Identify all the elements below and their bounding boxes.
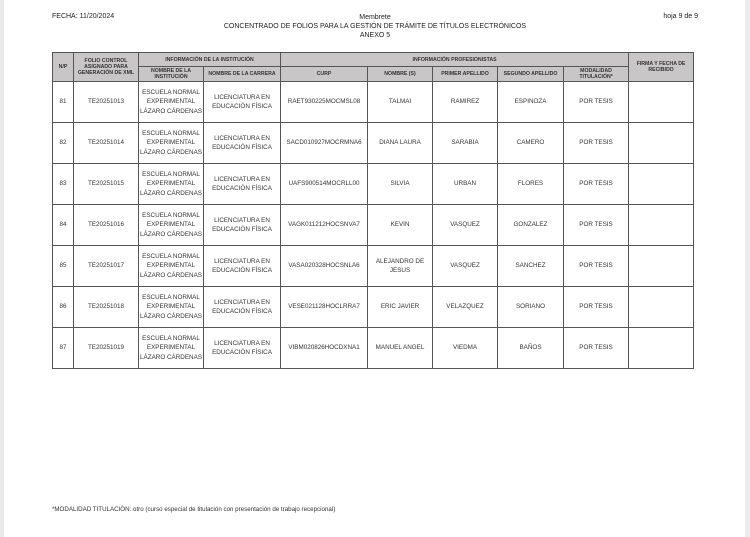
cell-institution: ESCUELA NORMAL EXPERIMENTAL LÁZARO CÁRDENAS (139, 123, 204, 164)
col-header-folio: FOLIO CONTROL ASIGNADO PARA GENERACIÓN DE XML (74, 53, 139, 82)
cell-folio: TE20251019 (74, 328, 139, 369)
cell-names: SILVIA (368, 164, 433, 205)
cell-curp: VAGK011212HOCSNVA7 (281, 205, 368, 246)
cell-second-surname: ESPINOZA (498, 82, 564, 123)
document-heading (0, 13, 750, 40)
table-row (53, 287, 694, 328)
table-row (53, 246, 694, 287)
cell-modality: POR TESIS (564, 287, 629, 328)
cell-first-surname: SARABIA (433, 123, 498, 164)
cell-curp: RAET930225MOCMSL08 (281, 82, 368, 123)
table-row (53, 328, 694, 369)
col-header-first-surname: PRIMER APELLIDO (433, 67, 498, 82)
cell-institution: ESCUELA NORMAL EXPERIMENTAL LÁZARO CÁRDENAS (139, 164, 204, 205)
cell-signature[interactable] (629, 164, 694, 205)
col-header-modality: MODALIDAD TITULACIÓN* (564, 67, 629, 82)
cell-names: MANUEL ANGEL (368, 328, 433, 369)
cell-curp: VESE021128HOCLRRA7 (281, 287, 368, 328)
cell-folio: TE20251013 (74, 82, 139, 123)
cell-np: 82 (53, 123, 74, 164)
cell-curp: VIBM020826HOCDXNA1 (281, 328, 368, 369)
table-header-row (53, 67, 694, 82)
cell-career: LICENCIATURA EN EDUCACIÓN FÍSICA (204, 205, 281, 246)
page-edge-left (0, 0, 4, 537)
folios-table (52, 52, 694, 369)
cell-second-surname: CAMERO (498, 123, 564, 164)
cell-signature[interactable] (629, 205, 694, 246)
cell-signature[interactable] (629, 82, 694, 123)
cell-modality: POR TESIS (564, 82, 629, 123)
cell-modality: POR TESIS (564, 328, 629, 369)
cell-curp: VASA020328HOCSNLA6 (281, 246, 368, 287)
table-row (53, 123, 694, 164)
cell-first-surname: RAMIREZ (433, 82, 498, 123)
table-row (53, 82, 694, 123)
cell-career: LICENCIATURA EN EDUCACIÓN FÍSICA (204, 123, 281, 164)
cell-institution: ESCUELA NORMAL EXPERIMENTAL LÁZARO CÁRDENAS (139, 82, 204, 123)
col-header-institution: NOMBRE DE LA INSTITUCIÓN (139, 67, 204, 82)
cell-first-surname: VASQUEZ (433, 205, 498, 246)
annex-label: ANEXO 5 (359, 32, 391, 39)
cell-modality: POR TESIS (564, 246, 629, 287)
cell-folio: TE20251014 (74, 123, 139, 164)
cell-folio: TE20251016 (74, 205, 139, 246)
cell-np: 84 (53, 205, 74, 246)
cell-career: LICENCIATURA EN EDUCACIÓN FÍSICA (204, 246, 281, 287)
footnote: *MODALIDAD TITULACIÓN: otro (curso especial de titulación con presentación de trabajo recepcional) (52, 506, 336, 513)
cell-np: 85 (53, 246, 74, 287)
page-number: hoja 9 de 9 (663, 13, 698, 20)
table-row (53, 164, 694, 205)
cell-institution: ESCUELA NORMAL EXPERIMENTAL LÁZARO CÁRDENAS (139, 287, 204, 328)
cell-modality: POR TESIS (564, 164, 629, 205)
cell-modality: POR TESIS (564, 205, 629, 246)
cell-institution: ESCUELA NORMAL EXPERIMENTAL LÁZARO CÁRDENAS (139, 205, 204, 246)
cell-career: LICENCIATURA EN EDUCACIÓN FÍSICA (204, 164, 281, 205)
cell-names: DIANA LAURA (368, 123, 433, 164)
cell-signature[interactable] (629, 287, 694, 328)
cell-first-surname: URBAN (433, 164, 498, 205)
group-header-professionals: INFORMACIÓN PROFESIONISTAS (281, 53, 629, 67)
cell-second-surname: SANCHEZ (498, 246, 564, 287)
cell-names: ERIC JAVIER (368, 287, 433, 328)
cell-signature[interactable] (629, 123, 694, 164)
cell-second-surname: BAÑOS (498, 328, 564, 369)
cell-np: 86 (53, 287, 74, 328)
cell-modality: POR TESIS (564, 123, 629, 164)
group-header-institution: INFORMACIÓN DE LA INSTITUCIÓN (139, 53, 281, 67)
cell-signature[interactable] (629, 328, 694, 369)
cell-np: 81 (53, 82, 74, 123)
page-edge-right (745, 0, 750, 537)
cell-first-surname: VASQUEZ (433, 246, 498, 287)
cell-curp: UAFS900514MOCRLL00 (281, 164, 368, 205)
col-header-curp: CURP (281, 67, 368, 82)
col-header-second-surname: SEGUNDO APELLIDO (498, 67, 564, 82)
cell-names: TALMAI (368, 82, 433, 123)
cell-second-surname: GONZALEZ (498, 205, 564, 246)
cell-np: 87 (53, 328, 74, 369)
col-header-names: NOMBRE (S) (368, 67, 433, 82)
cell-folio: TE20251017 (74, 246, 139, 287)
table-header-group-row (53, 53, 694, 67)
cell-career: LICENCIATURA EN EDUCACIÓN FÍSICA (204, 82, 281, 123)
cell-second-surname: FLORES (498, 164, 564, 205)
col-header-signature: FIRMA Y FECHA DE RECIBIDO (629, 53, 694, 82)
cell-institution: ESCUELA NORMAL EXPERIMENTAL LÁZARO CÁRDENAS (139, 328, 204, 369)
document-date: FECHA: 11/20/2024 (52, 13, 115, 20)
col-header-career: NOMBRE DE LA CARRERA (204, 67, 281, 82)
cell-institution: ESCUELA NORMAL EXPERIMENTAL LÁZARO CÁRDENAS (139, 246, 204, 287)
cell-np: 83 (53, 164, 74, 205)
cell-first-surname: VELAZQUEZ (433, 287, 498, 328)
document-title: CONCENTRADO DE FOLIOS PARA LA GESTIÓN DE TRÁMITE DE TÍTULOS ELECTRÓNICOS (223, 23, 527, 30)
cell-names: ALEJANDRO DE JESUS (368, 246, 433, 287)
cell-second-surname: SORIANO (498, 287, 564, 328)
cell-curp: SACD010927MOCRMNA6 (281, 123, 368, 164)
cell-names: KEVIN (368, 205, 433, 246)
cell-career: LICENCIATURA EN EDUCACIÓN FÍSICA (204, 328, 281, 369)
cell-first-surname: VIEDMA (433, 328, 498, 369)
letterhead: Membrete (359, 14, 391, 21)
cell-folio: TE20251018 (74, 287, 139, 328)
cell-signature[interactable] (629, 246, 694, 287)
table-row (53, 205, 694, 246)
table-body (53, 82, 694, 369)
cell-career: LICENCIATURA EN EDUCACIÓN FÍSICA (204, 287, 281, 328)
col-header-np: N/P (53, 53, 74, 82)
cell-folio: TE20251015 (74, 164, 139, 205)
